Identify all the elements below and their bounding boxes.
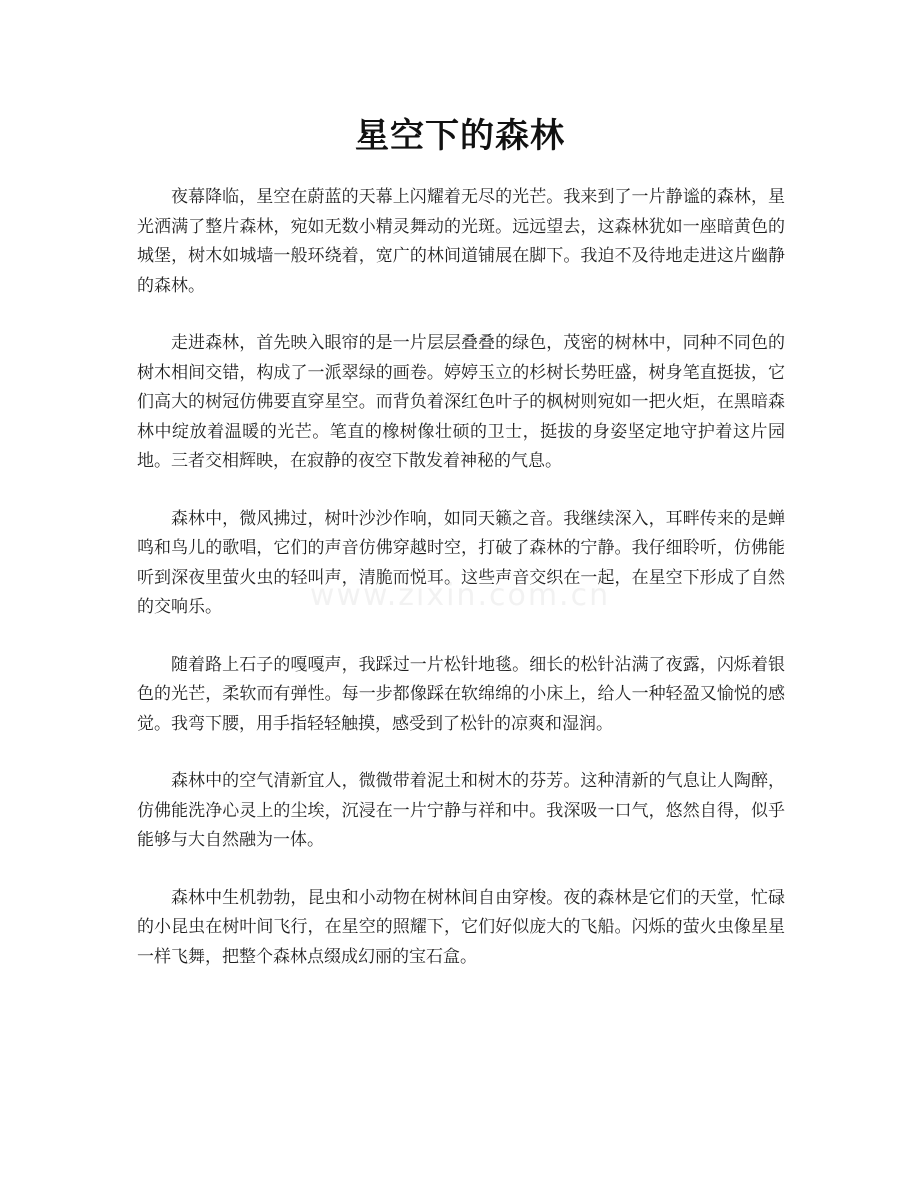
paragraph-2: 走进森林，首先映入眼帘的是一片层层叠叠的绿色，茂密的树林中，同种不同色的树木相间交错，构成了一派翠绿的画卷。婷婷玉立的杉树长势旺盛，树身笔直挺拔，它们高大的树冠仿佛要直穿星空。而背负着深红色叶子的枫树则宛如一把火炬，在黑暗森林中绽放着温暖的光芒。笔直的橡树像壮硕的卫士，挺拔的身姿坚定地守护着这片园地。三者交相辉映，在寂静的夜空下散发着神秘的气息。 xyxy=(137,333,785,471)
paragraph-4: 随着路上石子的嘎嘎声，我踩过一片松针地毯。细长的松针沾满了夜露，闪烁着银色的光芒，柔软而有弹性。每一步都像踩在软绵绵的小床上，给人一种轻盈又愉悦的感觉。我弯下腰，用手指轻轻触摸，感受到了松针的凉爽和湿润。 xyxy=(137,654,785,734)
paragraph-1: 夜幕降临，星空在蔚蓝的天幕上闪耀着无尽的光芒。我来到了一片静谧的森林，星光洒满了整片森林，宛如无数小精灵舞动的光斑。远远望去，这森林犹如一座暗黄色的城堡，树木如城墙一般环绕着，宽广的林间道铺展在脚下。我迫不及待地走进这片幽静的森林。 xyxy=(137,187,785,296)
document-body xyxy=(137,183,785,1000)
paragraph-3: 森林中，微风拂过，树叶沙沙作响，如同天籁之音。我继续深入，耳畔传来的是蝉鸣和鸟儿的歌唱，它们的声音仿佛穿越时空，打破了森林的宁静。我仔细聆听，仿佛能听到深夜里萤火虫的轻叫声，清脆而悦耳。这些声音交织在一起，在星空下形成了自然的交响乐。 xyxy=(137,508,785,617)
document-title: 星空下的森林 xyxy=(355,116,565,156)
paragraph-5: 森林中的空气清新宜人，微微带着泥土和树木的芬芳。这种清新的气息让人陶醉，仿佛能洗净心灵上的尘埃，沉浸在一片宁静与祥和中。我深吸一口气，悠然自得，似乎能够与大自然融为一体。 xyxy=(137,771,785,850)
watermark: www.zixin.com.cn xyxy=(309,578,611,613)
paragraph-6: 森林中生机勃勃，昆虫和小动物在树林间自由穿梭。夜的森林是它们的天堂，忙碌的小昆虫在树叶间飞行，在星空的照耀下，它们好似庞大的飞船。闪烁的萤火虫像星星一样飞舞，把整个森林点缀成幻丽的宝石盒。 xyxy=(137,887,785,967)
